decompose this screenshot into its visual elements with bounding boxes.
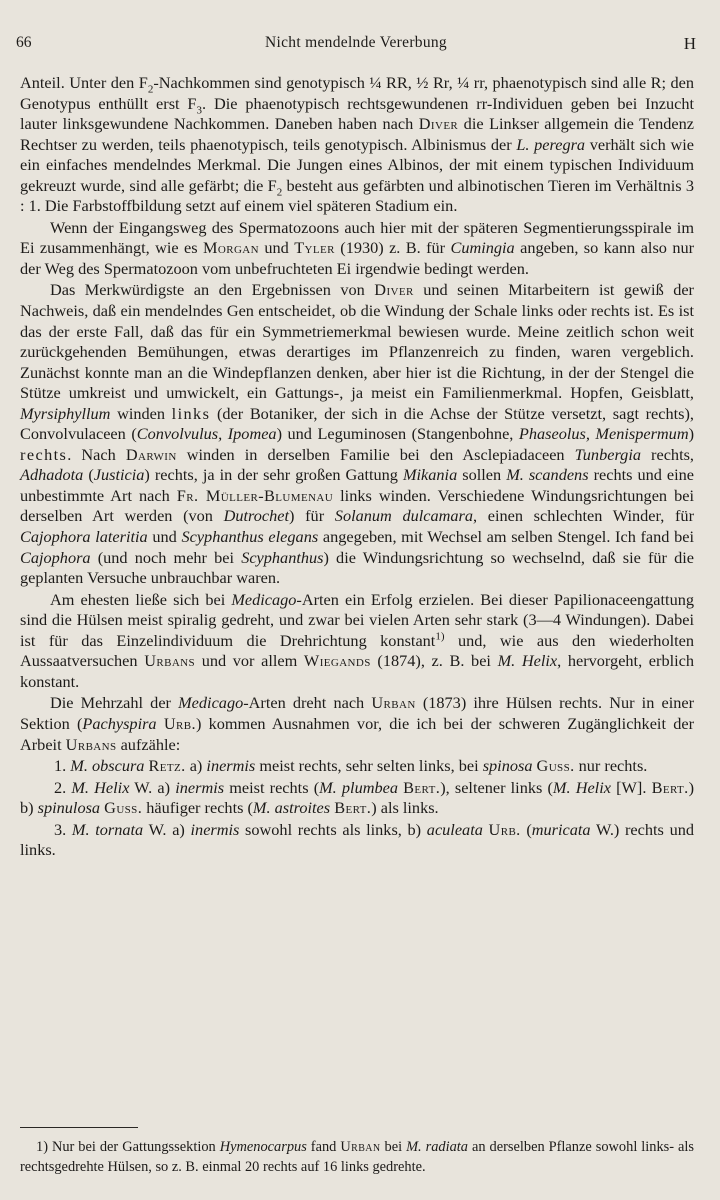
italic-term: M. scandens bbox=[506, 465, 589, 485]
text-run: ) kommen Ausnahmen vor, die ich bei der schweren Zugänglichkeit der Arbeit bbox=[20, 713, 695, 754]
italic-term: Mikania bbox=[402, 465, 458, 485]
italic-term: Cumingia bbox=[450, 238, 515, 258]
text-run: ( bbox=[520, 819, 532, 839]
text-run: winden in derselben Familie bei den Asclepiadaceen bbox=[176, 444, 575, 464]
italic-term: Tunbergia bbox=[574, 444, 641, 464]
spaced-emphasis: links bbox=[171, 403, 211, 423]
footnote-rule bbox=[20, 1127, 138, 1128]
italic-term: Convolvulus, Ipomea bbox=[136, 424, 277, 444]
italic-term: Adhadota bbox=[20, 465, 84, 485]
paragraph bbox=[20, 218, 694, 280]
text-run: W. a) bbox=[143, 819, 191, 839]
text-run: an derselben Pflanze sowohl links- als rechtsgedrehte Hülsen, so z. B. einmal 20 rechts auf 16 links gedrehte. bbox=[20, 1139, 695, 1175]
text-run: verhält sich wie ein einfaches mendelndes Merkmal. Die Jungen eines Albinos, der mit einem typischen Individuum gekreuzt wurde, sind alle gefärbt; die F bbox=[20, 134, 694, 195]
text-run: häufiger rechts ( bbox=[142, 798, 253, 818]
subscript: 2 bbox=[276, 185, 283, 198]
text-run: rechts und eine unbestimmte Art nach bbox=[20, 465, 695, 505]
italic-term: Hymenocarpus bbox=[219, 1139, 307, 1155]
text-run: W. a) bbox=[129, 777, 176, 797]
italic-term: inermis bbox=[190, 819, 240, 839]
text-run: Am ehesten ließe sich bei bbox=[50, 589, 232, 609]
author-name: Tyler bbox=[294, 238, 335, 258]
italic-term: inermis bbox=[206, 756, 256, 776]
spaced-emphasis: rechts bbox=[20, 444, 68, 464]
text-run: Wenn der Eingangsweg des Spermatozoons auch hier mit der späteren Segmentierungsspirale im Ei zusammenhängt, wie es bbox=[20, 217, 694, 258]
list-item bbox=[20, 820, 694, 861]
list-item bbox=[20, 778, 694, 819]
text-run: -Arten ein Erfolg erzielen. Bei dieser Papilionaceengattung sind die Hülsen meist spiralig gedreht, und zwar bei vielen Arten sehr stark (3—4 Windungen). Dabei ist für das Einzelindividuum die Drehrichtung konstant bbox=[20, 589, 694, 650]
author-name: Urban bbox=[340, 1139, 381, 1155]
text-run: meist rechts, sehr selten links, bei bbox=[255, 756, 483, 776]
italic-term: M. obscura bbox=[70, 756, 145, 776]
italic-term: M. astroites bbox=[252, 798, 331, 818]
italic-term: M. Helix bbox=[552, 777, 611, 797]
text-run: ) die Windungsrichtung so wechselnd, daß sie für die geplanten Versuche unbrauchbar waren. bbox=[20, 547, 694, 588]
text-run: Die Mehrzahl der bbox=[50, 693, 179, 713]
italic-term: M. Helix bbox=[71, 777, 130, 797]
text-run: Anteil. Unter den F bbox=[20, 73, 148, 92]
text-run: und bbox=[258, 238, 295, 258]
paragraph bbox=[20, 590, 694, 693]
italic-term: spinulosa bbox=[37, 798, 101, 818]
text-run: (1874), z. B. bei bbox=[370, 651, 498, 671]
text-run: ) für bbox=[289, 506, 335, 526]
body-text bbox=[20, 73, 694, 862]
footnote bbox=[20, 1138, 694, 1177]
text-run: (1873) ihre Hülsen rechts. Nur in einer Sektion ( bbox=[20, 693, 695, 733]
text-run: fand bbox=[306, 1139, 341, 1155]
text-run: aufzähle: bbox=[116, 734, 181, 754]
text-run: a) bbox=[185, 756, 207, 776]
author-name: Morgan bbox=[202, 238, 259, 258]
author-name: Urban bbox=[371, 693, 416, 713]
text-run: ) b) bbox=[20, 777, 695, 818]
text-run: die Linkser allgemein die Tendenz Rechtser zu werden, teils phaenotypisch, teils genotypisch. Albinismus der bbox=[20, 114, 694, 154]
text-run: winden bbox=[110, 403, 172, 423]
text-run: ) bbox=[688, 424, 695, 444]
text-run: 2. bbox=[54, 777, 72, 797]
running-title: Nicht mendelnde Vererbung bbox=[265, 34, 447, 51]
text-run bbox=[157, 714, 164, 733]
text-run: 3. bbox=[54, 819, 72, 839]
text-run: (und noch mehr bei bbox=[90, 547, 242, 567]
text-run: , hervorgeht, erblich konstant. bbox=[20, 651, 695, 691]
text-run: -Nachkommen sind genotypisch ¼ RR, ½ Rr, ¼ rr, phaenotypisch sind alle R; den Genotypus enthüllt erst F bbox=[20, 73, 695, 113]
author-name: Darwin bbox=[125, 444, 177, 464]
author-name: Wiegands bbox=[303, 651, 371, 671]
text-run: angegeben, mit Wechsel am selben Stengel. Ich fand bei bbox=[318, 527, 694, 547]
text-run: -Arten dreht nach bbox=[243, 693, 372, 713]
page-number: 66 bbox=[16, 34, 32, 51]
text-run: , einen schlechten Winder, für bbox=[473, 506, 694, 526]
text-run: (der Botaniker, der sich in die Achse der Stütze versetzt, sagt rechts), Convolvulaceen ( bbox=[20, 403, 694, 444]
author-name: Diver bbox=[418, 114, 459, 134]
paragraph bbox=[20, 280, 694, 588]
italic-term: Cajophora lateritia bbox=[20, 527, 148, 547]
text-run: (1930) z. B. für bbox=[334, 238, 451, 258]
page-header bbox=[16, 34, 696, 56]
author-name: Bert. bbox=[403, 777, 441, 797]
text-run: rechts, bbox=[640, 444, 695, 464]
text-run: ) rechts, ja in der sehr großen Gattung bbox=[144, 465, 403, 485]
italic-term: Justicia bbox=[93, 465, 145, 485]
italic-term: M. radiata bbox=[406, 1139, 468, 1155]
text-run: nur rechts. bbox=[574, 756, 648, 776]
italic-term: L. peregra bbox=[516, 134, 586, 154]
italic-term: Medicago bbox=[178, 693, 244, 713]
text-run: 1) Nur bei der Gattungssektion bbox=[36, 1139, 220, 1155]
text-run: . Nach bbox=[67, 444, 126, 464]
text-run: bei bbox=[380, 1139, 407, 1155]
text-run: W.) rechts und links. bbox=[20, 819, 694, 860]
text-run: [W]. bbox=[610, 777, 652, 797]
text-run: und, wie aus den wiederholten Aussaatversuchen bbox=[20, 630, 694, 671]
paragraph bbox=[20, 73, 694, 217]
italic-term: Phaseolus, Menispermum bbox=[518, 424, 689, 444]
text-run: meist rechts ( bbox=[224, 777, 320, 797]
text-run: ) als links. bbox=[371, 798, 439, 818]
italic-term: inermis bbox=[175, 777, 225, 797]
italic-term: M. Helix bbox=[497, 651, 558, 671]
italic-term: Myrsiphyllum bbox=[20, 403, 111, 423]
author-name: Urbans bbox=[144, 651, 196, 671]
italic-term: Scyphanthus elegans bbox=[181, 527, 319, 547]
author-name: Urbans bbox=[65, 734, 117, 754]
italic-term: Cajophora bbox=[20, 547, 91, 567]
italic-term: Solanum dulcamara bbox=[334, 506, 473, 526]
footnote-marker: 1) bbox=[435, 630, 445, 643]
italic-term: Medicago bbox=[231, 589, 297, 609]
author-name: Retz. bbox=[148, 756, 186, 776]
italic-term: aculeata bbox=[426, 819, 483, 839]
italic-term: muricata bbox=[531, 819, 591, 839]
italic-term: M. tornata bbox=[71, 819, 144, 839]
italic-term: Dutrochet bbox=[223, 506, 290, 526]
author-name: Urb. bbox=[488, 819, 521, 839]
text-run: ( bbox=[83, 465, 94, 485]
subscript: 3 bbox=[196, 103, 202, 116]
italic-term: M. plumbea bbox=[319, 777, 398, 797]
text-run: . Die phaenotypisch rechtsgewundenen rr-Individuen geben bei Inzucht lauter linksgewundene Nachkommen. Daneben haben nach bbox=[20, 93, 695, 134]
author-name: Urb. bbox=[163, 713, 196, 733]
text-run: ), seltener links ( bbox=[440, 777, 553, 797]
text-run: sollen bbox=[457, 465, 507, 485]
author-name: Diver bbox=[374, 280, 414, 300]
text-run: ) und Leguminosen (Stangenbohne, bbox=[276, 424, 519, 444]
italic-term: Scyphanthus bbox=[241, 547, 324, 567]
author-name: Fr. Müller-Blumenau bbox=[176, 485, 334, 505]
author-name: Guss. bbox=[536, 756, 575, 776]
author-name: Bert. bbox=[651, 777, 689, 797]
author-name: Guss. bbox=[104, 798, 143, 818]
section-letter: H bbox=[683, 34, 696, 53]
italic-term: Pachyspira bbox=[82, 713, 157, 733]
text-run: sowohl rechts als links, b) bbox=[239, 819, 427, 839]
paragraph bbox=[20, 693, 694, 755]
text-run: und vor allem bbox=[195, 651, 304, 671]
text-run: und seinen Mitarbeitern ist gewiß der Nachweis, daß ein mendelndes Gen entscheidet, ob die Windung der Schale links oder rechts ist. Es ist das der erste Fall, daß das für ein Symmetriemerkmal bewiesen wurde. Meine zeitlich schon weit zurückgehenden Bemühungen, etwas derartiges im Pflanzenreich zu finden, waren vergeblich. Zunächst konnte man an die Windepflanzen denken, aber hier ist die Richtung, in der der Stengel die Stütze umkreist und umwickelt, ein Gattungs-, ja meist ein Familienmerkmal. Hopfen, Geisblatt, bbox=[20, 280, 694, 403]
text-run: 1. bbox=[54, 756, 71, 776]
text-run: besteht aus gefärbten und albinotischen Tieren im Verhältnis 3 : 1. Die Farbstoffbildung setzt auf einem viel späteren Stadium ein. bbox=[20, 175, 694, 216]
italic-term: spinosa bbox=[482, 756, 533, 776]
subscript: 2 bbox=[147, 83, 154, 96]
text-run: links winden. Verschiedene Windungsrichtungen bei derselben Art werden (von bbox=[20, 485, 695, 526]
text-run: angeben, so kann also nur der Weg des Spermatozoon vom unbefruchteten Ei irgendwie bedingt werden. bbox=[20, 238, 695, 278]
text-run: Das Merkwürdigste an den Ergebnissen von bbox=[50, 280, 375, 300]
author-name: Bert. bbox=[334, 798, 372, 818]
list-item bbox=[20, 756, 694, 777]
text-run: und bbox=[147, 527, 182, 547]
